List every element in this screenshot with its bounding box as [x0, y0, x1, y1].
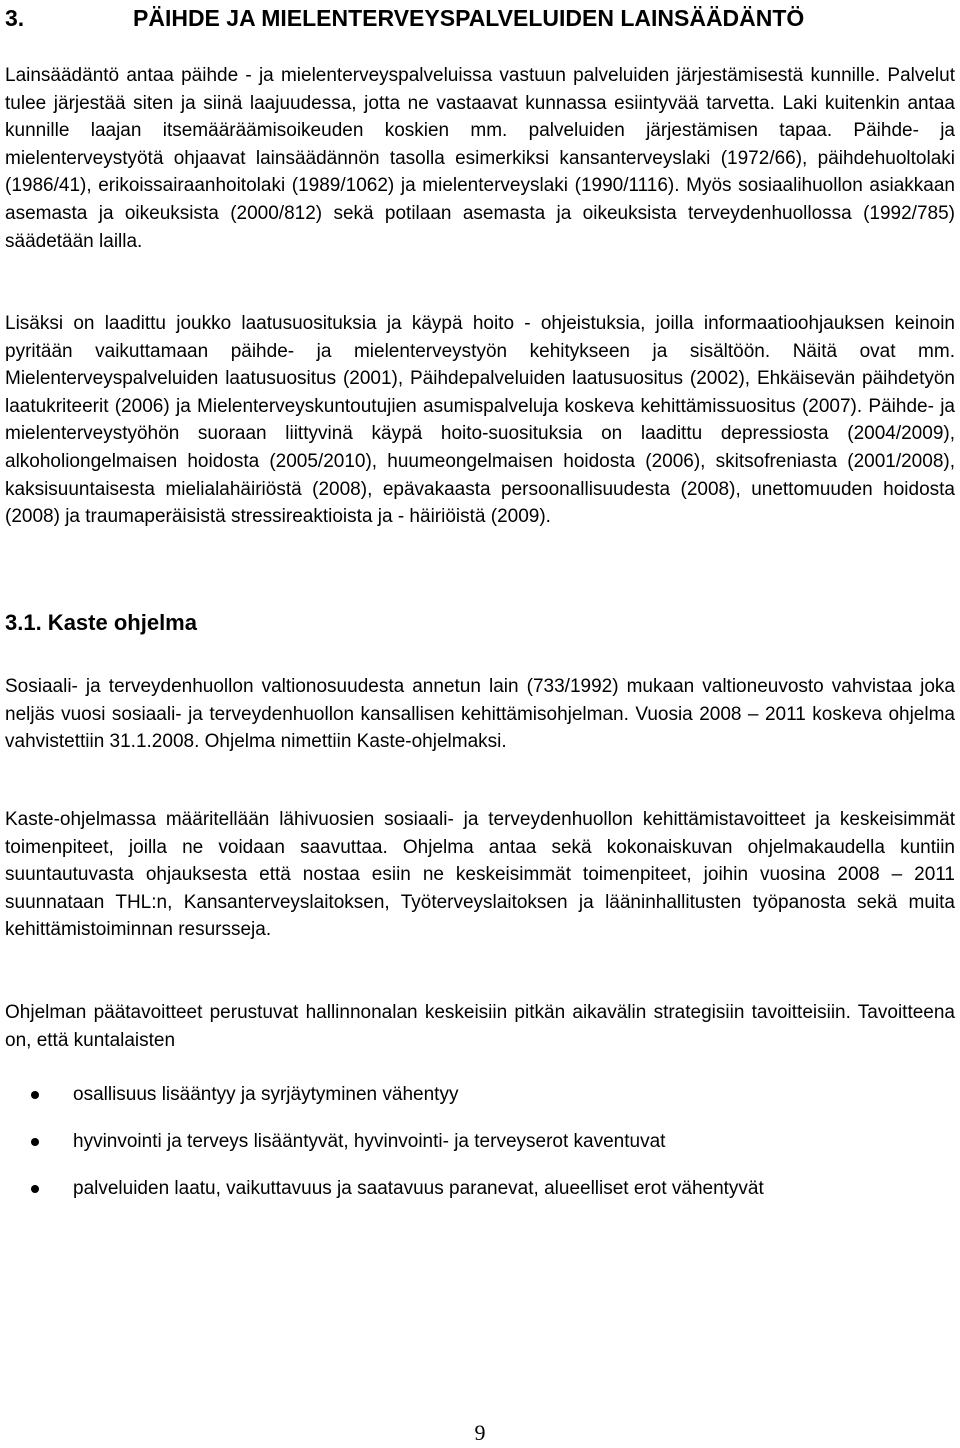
list-item-text: palveluiden laatu, vaikuttavuus ja saatavuus paranevat, alueelliset erot vähentyvät — [73, 1178, 764, 1199]
bullet-icon — [31, 1185, 39, 1193]
list-item-text: hyvinvointi ja terveys lisääntyvät, hyvinvointi- ja terveyserot kaventuvat — [73, 1131, 666, 1152]
bullet-icon — [31, 1138, 39, 1146]
list-item — [5, 1081, 955, 1128]
paragraph-legislation: Lainsäädäntö antaa päihde - ja mielenterveyspalveluissa vastuun palveluiden järjestämisestä kunnille. Palvelut tulee järjestää siten ja siinä laajuudessa, jotta ne vastaavat kunnassa esiintyvää tarvetta. Laki kuitenkin antaa kunnille laajan itsemääräämisoikeuden koskien mm. palveluiden järjestämisen tapaa. Päihde- ja mielenterveystyötä ohjaavat lainsäädännön tasolla esimerkiksi kansanterveyslaki (1972/66), päihdehuoltolaki (1986/41), erikoissairaanhoitolaki (1989/1062) ja mielenterveyslaki (1990/1116). Myös sosiaalihuollon asiakkaan asemasta ja oikeuksista (2000/812) sekä potilaan asemasta ja oikeuksista terveydenhuollossa (1992/785) säädetään lailla. — [5, 65, 955, 252]
paragraph-quality-recommendations: Lisäksi on laadittu joukko laatusuosituksia ja käypä hoito - ohjeistuksia, joilla informaatioohjauksen keinoin pyritään vaikuttamaan päihde- ja mielenterveystyön kehitykseen ja sisältöön. Näitä ovat mm. Mielenterveyspalveluiden laatusuositus (2001), Päihdepalveluiden laatusuositus (2002), Ehkäisevän päihdetyön laatukriteerit (2006) ja Mielenterveyskuntoutujien asumispalveluja koskeva kehittämissuositus (2007). Päihde- ja mielenterveystyöhön suoraan liittyvinä käypä hoito-suosituksia on laadittu depressiosta (2004/2009), alkoholiongelmaisen hoidosta (2005/2010), huumeongelmaisen hoidosta (2006), skitsofreniasta (2001/2008), kaksisuuntaisesta mielialahäiriöstä (2008), epävakaasta persoonallisuudesta (2008), unettomuuden hoidosta (2008) ja traumaperäisistä stressireaktioista ja - häiriöistä (2009). — [5, 313, 955, 528]
section-title: PÄIHDE JA MIELENTERVEYSPALVELUIDEN LAINSÄÄDÄNTÖ — [133, 5, 805, 31]
objectives-list — [5, 1081, 955, 1222]
page-number: 9 — [474, 1420, 486, 1445]
section-number: 3. — [5, 5, 25, 31]
paragraph-kaste-goals: Kaste-ohjelmassa määritellään lähivuosien sosiaali- ja terveydenhuollon kehittämistavoitteet ja keskeisimmät toimenpiteet, joilla ne voidaan saavuttaa. Ohjelma antaa sekä kokonaiskuvan ohjelmakaudella kuntiin suuntautuvasta ohjauksesta että nostaa esiin ne keskeisimmät toimenpiteet, joihin vuosina 2008 – 2011 suunnataan THL:n, Kansanterveyslaitoksen, Työterveyslaitoksen ja lääninhallitusten työpanosta sekä muita kehittämistoiminnan resursseja. — [5, 809, 955, 941]
list-item — [5, 1175, 955, 1222]
bullet-icon — [31, 1091, 39, 1099]
paragraph-kaste-intro: Sosiaali- ja terveydenhuollon valtionosuudesta annetun lain (733/1992) mukaan valtioneuvosto vahvistaa joka neljäs vuosi sosiaali- ja terveydenhuollon kansallisen kehittämisohjelman. Vuosia 2008 – 2011 koskeva ohjelma vahvistettiin 31.1.2008. Ohjelma nimettiin Kaste-ohjelmaksi. — [5, 676, 955, 753]
paragraph-main-objectives: Ohjelman päätavoitteet perustuvat hallinnonalan keskeisiin pitkän aikavälin strategisiin tavoitteisiin. Tavoitteena on, että kuntalaisten — [5, 1002, 955, 1051]
subsection-heading: 3.1. Kaste ohjelma — [5, 610, 197, 635]
list-item-text: osallisuus lisääntyy ja syrjäytyminen vähentyy — [73, 1084, 459, 1105]
list-item — [5, 1128, 955, 1175]
